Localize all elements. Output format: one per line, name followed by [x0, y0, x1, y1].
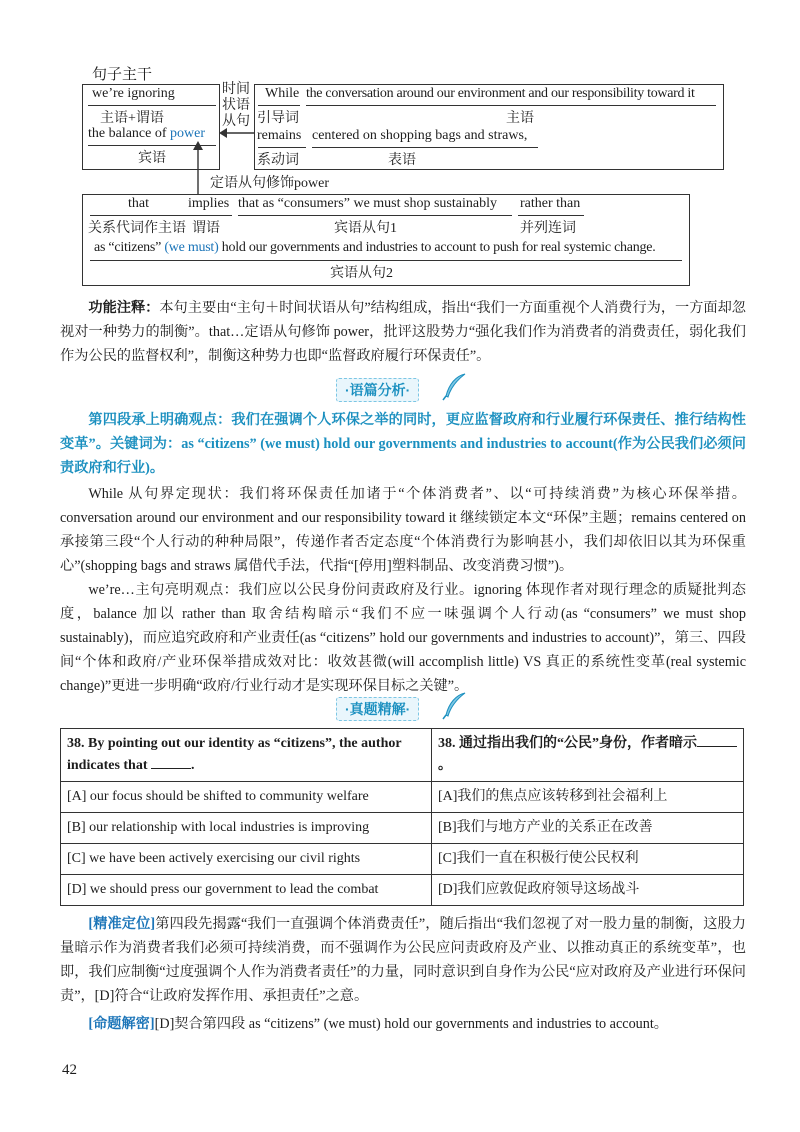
option-row-c	[61, 844, 744, 875]
role-relative-pronoun: 关系代词作主语	[88, 221, 186, 236]
clause1-text: that as “consumers” we must shop sustainably	[238, 196, 497, 211]
role-coordinating-conjunction: 并列连词	[520, 221, 576, 236]
while-word: While	[265, 86, 300, 101]
remains-role-linking-verb: 系动词	[257, 153, 299, 168]
section-discourse-analysis: ·语篇分析·	[336, 378, 419, 402]
remains-word: remains	[257, 128, 302, 143]
option-d-en[interactable]: [D] we should press our government to lead the combat	[61, 875, 432, 906]
quill-icon	[440, 372, 468, 402]
precise-location-text: 第四段先揭露“我们一直强调个体消费责任”，随后指出“我们忽视了对一股力量的制衡，这股力量暗示作为消费者我们必须可持续消费，而不强调作为公民应问责政府及产业、以推动真正的系统变革”，也即，我们应制衡“过度强调个人作为消费者责任”的力量，同时意识到自身作为公民“应对政府及产业进行环保问责”，[D]符合“让政府发挥作用、承担责任”之意。	[60, 916, 746, 1004]
answer-blank-zh	[697, 734, 737, 747]
arrow-to-power	[191, 140, 205, 196]
precise-location-paragraph	[60, 912, 746, 1008]
function-note-text: 本句主要由“主句＋时间状语从句”结构组成，指出“我们一方面重视个人消费行为，一方面却忽视对一种势力的制衡”。that…定语从句修饰 power，批评这股势力“强化我们作为消费者的消费责任，弱化我们作为公民的监督权利”，制衡这种势力也即“监督政府履行环保责任”。	[60, 300, 746, 364]
question-decode-text: [D]契合第四段 as “citizens” (we must) hold our governments and industries to account。	[154, 1016, 668, 1032]
remains-content: centered on shopping bags and straws,	[312, 128, 528, 143]
we-must-word: (we must)	[164, 240, 219, 255]
main-clause-role-object: 宾语	[138, 151, 166, 166]
time-adverbial-label-1: 时间	[222, 82, 250, 97]
arrow-while-to-main	[218, 126, 256, 140]
that-word: that	[128, 196, 149, 211]
main-clause-subject-verb: we’re ignoring	[92, 86, 175, 101]
role-predicate: 谓语	[192, 221, 220, 236]
precise-location-label: [精准定位]	[88, 916, 156, 932]
page-number: 42	[62, 1062, 77, 1078]
role-object-clause2: 宾语从句2	[330, 266, 393, 281]
question-table	[60, 728, 744, 906]
option-b-zh[interactable]: [B]我们与地方产业的关系正在改善	[432, 813, 744, 844]
answer-blank	[151, 756, 191, 769]
option-c-en[interactable]: [C] we have been actively exercising our civil rights	[61, 844, 432, 875]
section-exam-analysis: ·真题精解·	[336, 697, 419, 721]
while-subject: the conversation around our environment and our responsibility toward it	[306, 86, 695, 101]
question-decode-label: [命题解密]	[88, 1016, 155, 1032]
while-role-subject: 主语	[506, 111, 534, 126]
diagram-title: 句子主干	[92, 67, 153, 83]
time-adverbial-label-2: 状语	[222, 98, 250, 113]
implies-word: implies	[188, 196, 230, 211]
time-adverbial-label-3: 从句	[222, 114, 250, 129]
option-row-a	[61, 782, 744, 813]
question-stem-en	[61, 729, 432, 782]
analysis-paragraph-3: we’re…主句亮明观点：我们应以公民身份问责政府及行业。ignoring 体现作者对现行理念的质疑批判态度，balance 加以 rather than 取舍结构暗示“我们不应一味强调个人行动(as “consumers” we must shop sustainably)，而应追究政府和产业责任(as “citizens” hold our governments and industries to account)”，第三、四段间“个体和政府/产业环保举措成效对比：收效甚微(will accomplish little) VS 真正的系统性变革(real systemic change)”更进一步明确“政府/行业行动才是实现环保目标之关键”。	[60, 582, 746, 694]
rather-than-word: rather than	[520, 196, 581, 211]
function-note-label: 功能注释：	[88, 300, 160, 316]
main-clause-object	[88, 126, 205, 142]
role-object-clause1: 宾语从句1	[334, 221, 397, 236]
option-a-zh[interactable]: [A]我们的焦点应该转移到社会福利上	[432, 782, 744, 813]
while-role-introducer: 引导词	[257, 111, 299, 126]
power-word: power	[170, 126, 206, 141]
object-text: the balance of	[88, 126, 171, 141]
option-row-b	[61, 813, 744, 844]
question-stem-zh	[432, 729, 744, 782]
main-clause-role-subject-verb: 主语+谓语	[100, 111, 164, 126]
remains-role-predicative: 表语	[388, 153, 416, 168]
option-row-d	[61, 875, 744, 906]
question-stem-zh-end: 。	[438, 758, 452, 773]
function-note	[60, 296, 746, 368]
question-decode-paragraph	[60, 1012, 746, 1036]
question-stem-row	[61, 729, 744, 782]
question-stem-zh-text: 38. 通过指出我们的“公民”身份，作者暗示	[438, 736, 697, 751]
clause2-prefix: as “citizens”	[94, 240, 165, 255]
option-a-en[interactable]: [A] our focus should be shifted to community welfare	[61, 782, 432, 813]
option-d-zh[interactable]: [D]我们应敦促政府领导这场战斗	[432, 875, 744, 906]
analysis-paragraph-2: While 从句界定现状：我们将环保责任加诸于“个体消费者”、以“可持续消费”为核心环保举措。conversation around our environment and our responsibility toward it 继续锁定本文“环保”主题；remains centered on 承接第三段“个人行动的种种局限”，传递作者否定态度“个体消费行为影响甚小，我们却依旧以其为环保重心”(shopping bags and straws 属借代手法，代指“[停用]塑料制品、改变消费习惯”)。	[60, 486, 746, 574]
option-c-zh[interactable]: [C]我们一直在积极行使公民权利	[432, 844, 744, 875]
clause2-text	[94, 240, 655, 256]
question-stem-en-end: .	[191, 758, 195, 773]
question-stem-en-text: 38. By pointing out our identity as “citizens”, the author indicates that	[67, 736, 402, 773]
option-b-en[interactable]: [B] our relationship with local industries is improving	[61, 813, 432, 844]
attributive-clause-label: 定语从句修饰power	[210, 176, 329, 191]
quill-icon-2	[440, 691, 468, 721]
analysis-paragraph-1: 第四段承上明确观点：我们在强调个人环保之举的同时，更应监督政府和行业履行环保责任、推行结构性变革”。关键词为：as “citizens” (we must) hold our governments and industries to account(作为公民我们必须问责政府和行业)。	[60, 412, 746, 476]
clause2-suffix: hold our governments and industries to account to push for real systemic change.	[218, 240, 656, 255]
